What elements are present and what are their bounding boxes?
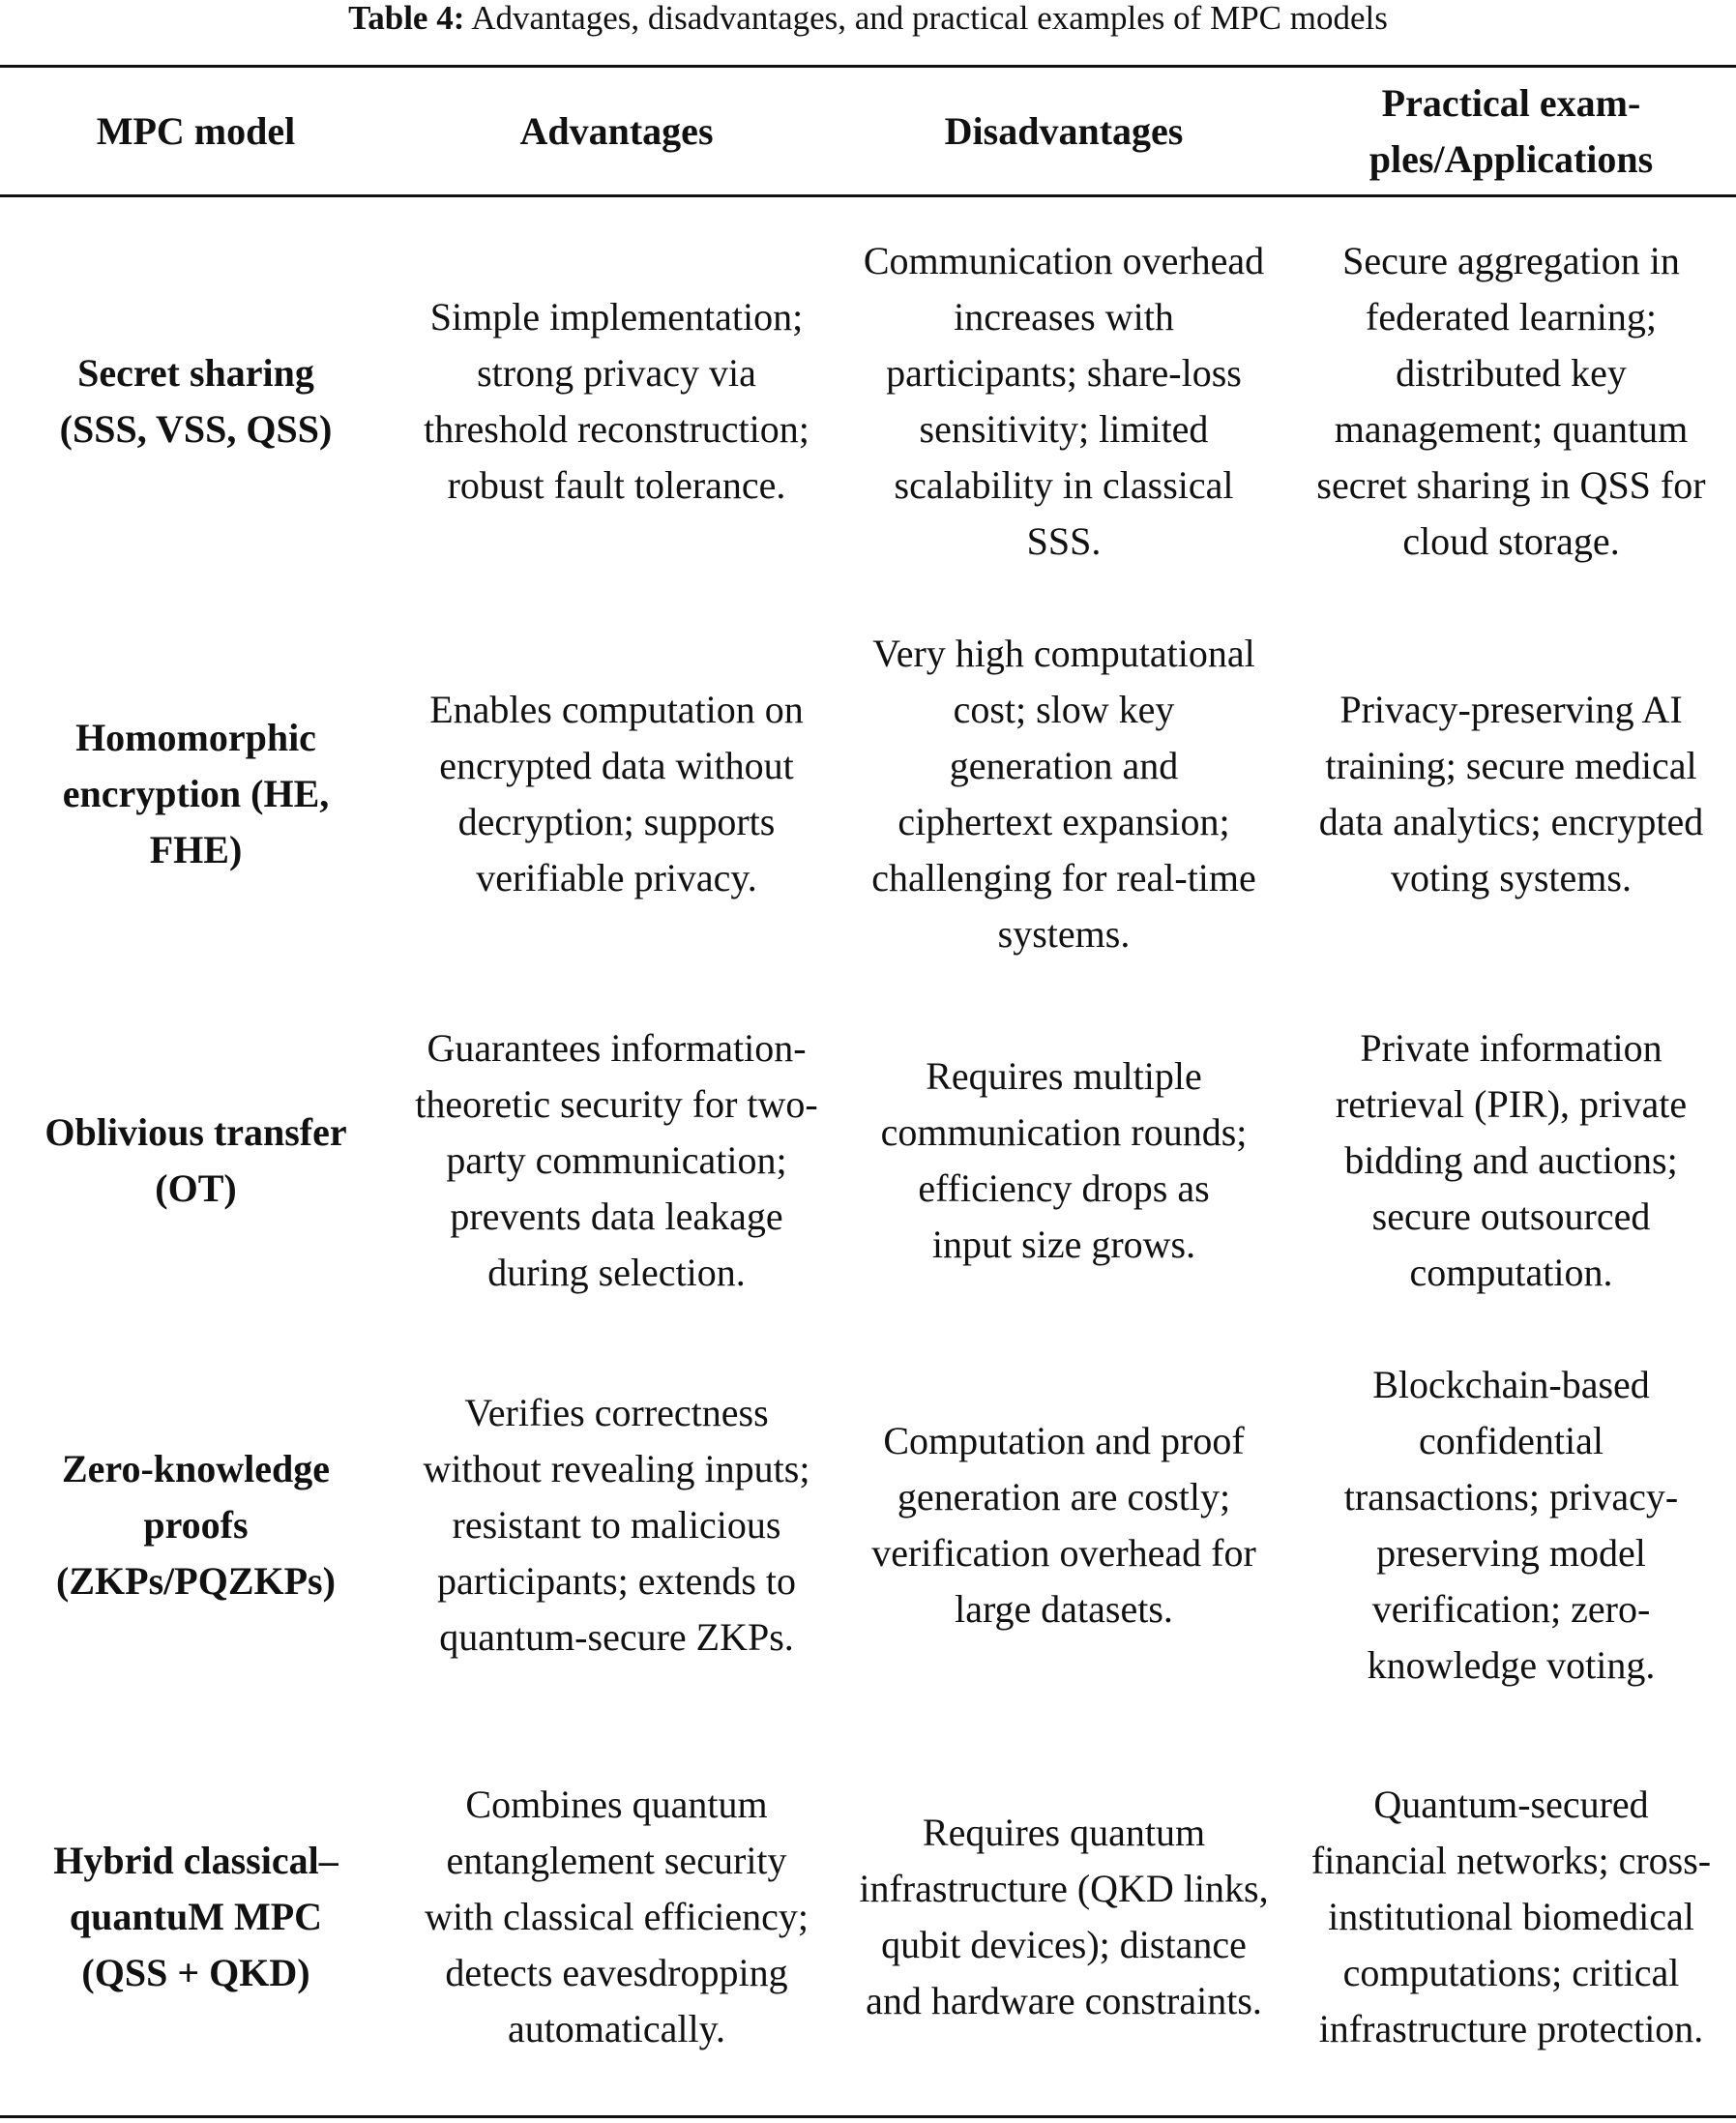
table-caption xyxy=(0,0,1736,37)
table-row-1-model: Secret sharing (SSS, VSS, QSS) xyxy=(59,350,333,451)
table-row-1-advantages: Simple implementation; strong privacy via threshold reconstruction; robust fault tolerance. xyxy=(424,294,809,507)
table-row-4-examples: Blockchain-based confidential transactions; privacy-preserving model verification; zero-knowledge voting. xyxy=(1343,1363,1679,1687)
header-examples: Practical exam-ples/Applications xyxy=(1368,80,1654,181)
table-row-3-examples: Private information retrieval (PIR), private bidding and auctions; secure outsourced computation. xyxy=(1335,1025,1688,1294)
header-rule xyxy=(0,194,1736,197)
table-row-1-examples: Secure aggregation in federated learning; distributed key management; quantum secret sharing in QSS for cloud storage. xyxy=(1316,238,1706,563)
table-row-2-advantages: Enables computation on encrypted data without decryption; supports verifiable privacy. xyxy=(429,688,804,899)
table-row-3-advantages: Guarantees information-theoretic security for two-party communication; prevents data leakage during selection. xyxy=(415,1025,818,1294)
caption-text: Advantages, disadvantages, and practical examples of MPC models xyxy=(471,0,1388,37)
table-row-5-model: Hybrid classical–quantuM MPC (QSS + QKD) xyxy=(53,1839,338,1994)
table-row-4-advantages: Verifies correctness without revealing inputs; resistant to malicious participants; extends to quantum-secure ZKPs. xyxy=(423,1391,810,1659)
caption-label: Table 4: xyxy=(348,0,465,37)
header-model: MPC model xyxy=(96,108,296,153)
table-row-5-disadvantages: Requires quantum infrastructure (QKD links, qubit devices); distance and hardware constraints. xyxy=(859,1811,1269,2022)
table-row-5-examples: Quantum-secured financial networks; cross-institutional biomedical computations; critical infrastructure protection. xyxy=(1310,1783,1712,2050)
table-row-4-disadvantages: Computation and proof generation are costly; verification overhead for large datasets. xyxy=(871,1419,1256,1631)
table-row-3-model: Oblivious transfer (OT) xyxy=(44,1109,347,1210)
table-row-5-advantages: Combines quantum entanglement security with classical efficiency; detects eavesdropping automatically. xyxy=(425,1783,809,2050)
table-row-1-disadvantages: Communication overhead increases with participants; share-loss sensitivity; limited scalability in classical SSS. xyxy=(863,238,1265,563)
table-row-3-disadvantages: Requires multiple communication rounds; efficiency drops as input size grows. xyxy=(880,1053,1248,1266)
table-row-4-model: Zero-knowledge proofs (ZKPs/PQZKPs) xyxy=(56,1447,336,1603)
table-row-2-examples: Privacy-preserving AI training; secure medical data analytics; encrypted voting systems. xyxy=(1318,688,1704,899)
bottom-rule xyxy=(0,2115,1736,2118)
header-advantages: Advantages xyxy=(519,108,714,153)
table-row-2-model: Homomorphic encryption (HE, FHE) xyxy=(62,716,330,871)
table-row-2-disadvantages: Very high computational cost; slow key generation and ciphertext expansion; challenging for real-time systems. xyxy=(871,632,1256,956)
header-disadvantages: Disadvantages xyxy=(944,108,1184,153)
